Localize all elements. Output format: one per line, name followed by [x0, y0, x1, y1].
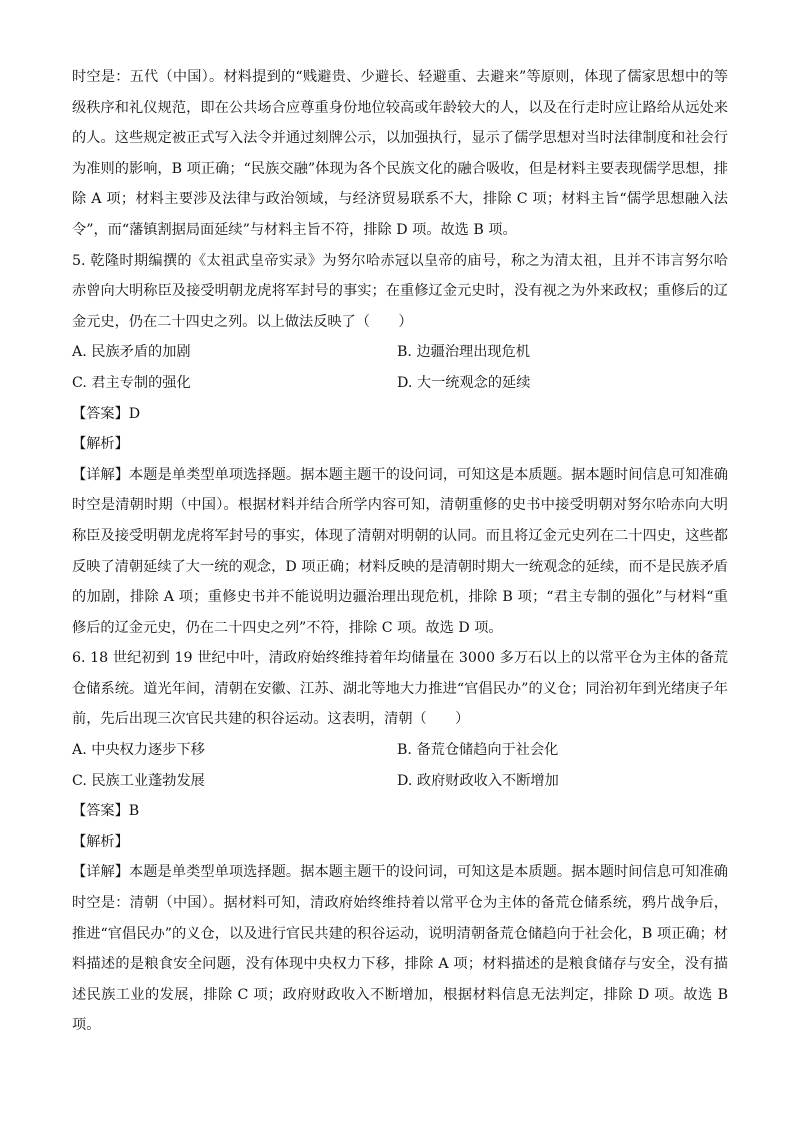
q4-analysis-tail: 时空是：五代（中国）。材料提到的“贱避贵、少避长、轻避重、去避来”等原则，体现了儒家思想中的等级秩序和礼仪规范，即在公共场合应尊重身份地位较高或年龄较大的人，以及在行走时应让路给从远处来的人。这些规定被正式写入法令并通过刻牌公示，以加强执行，显示了儒学思想对当时法律制度和社会行为准则的影响，B 项正确；“民族交融”体现为各个民族文化的融合吸收，但是材料主要表现儒学思想，排除 A 项；材料主要涉及法律与政治领域，与经济贸易联系不大，排除 C 项；材料主旨“儒学思想融入法令”，而“藩镇割据局面延续”与材料主旨不符，排除 D 项。故选 B 项。	[72, 69, 728, 238]
q6-option-d: D. 政府财政收入不断增加	[397, 772, 559, 789]
q6-option-b: B. 备荒仓储趋向于社会化	[397, 742, 559, 759]
q6-explanation: 【详解】本题是单类型单项选择题。据本题主题干的设问词，可知这是本质题。据本题时间信息可知准确时空是：清朝（中国）。据材料可知，清政府始终维持着以常平仓为主体的备荒仓储系统，鸦片战争后，推进“官倡民办”的义仓，以及进行官民共建的积谷运动，说明清朝备荒仓储趋向于社会化，B 项正确；材料描述的是粮食安全问题，没有体现中央权力下移，排除 A 项；材料描述的是粮食储存与安全，没有描述民族工业的发展，排除 C 项；政府财政收入不断增加，根据材料信息无法判定，排除 D 项。故选 B 项。	[72, 864, 728, 1034]
q5-explanation: 【详解】本题是单类型单项选择题。据本题主题干的设问词，可知这是本质题。据本题时间信息可知准确时空是清朝时期（中国）。根据材料并结合所学内容可知，清朝重修的史书中接受明朝对努尔哈赤向大明称臣及接受明朝龙虎将军封号的事实，体现了清朝对明朝的认同。而且将辽金元史列在二十四史，这些都反映了清朝延续了大一统的观念，D 项正确；材料反映的是清朝时期大一统观念的延续，而不是民族矛盾的加剧，排除 A 项；重修史书并不能说明边疆治理出现危机，排除 B 项；“君主专制的强化”与材料“重修后的辽金元史，仍在二十四史之列”不符，排除 C 项。故选 D 项。	[72, 466, 728, 636]
q5-options	[72, 337, 728, 398]
q5-option-b: B. 边疆治理出现危机	[397, 344, 530, 361]
q6-options	[72, 735, 728, 796]
q5-answer: 【答案】D	[72, 405, 141, 422]
q6-answer: 【答案】B	[72, 803, 140, 820]
q5-analysis-heading: 【解析】	[72, 436, 129, 453]
q6-stem: 6. 18 世纪初到 19 世纪中叶，清政府始终维持着年均储量在 3000 多万石以上的以常平仓为主体的备荒仓储系统。道光年间，清朝在安徽、江苏、湖北等地大力推进“官倡民办”的义仓；同治初年到光绪庚子年前，先后出现三次官民共建的积谷运动。这表明，清朝（ ）	[72, 650, 728, 728]
q5-option-c: C. 君主专制的强化	[72, 374, 191, 391]
q5-option-a: A. 民族矛盾的加剧	[72, 344, 191, 361]
q6-analysis-heading: 【解析】	[72, 833, 129, 850]
q6-option-a: A. 中央权力逐步下移	[72, 742, 205, 759]
q5-stem: 5. 乾隆时期编撰的《太祖武皇帝实录》为努尔哈赤冠以皇帝的庙号，称之为清太祖，且并不讳言努尔哈赤曾向大明称臣及接受明朝龙虎将军封号的事实；在重修辽金元史时，没有视之为外来政权；重修后的辽金元史，仍在二十四史之列。以上做法反映了（ ）	[72, 252, 728, 330]
q6-option-c: C. 民族工业蓬勃发展	[72, 772, 205, 789]
q5-option-d: D. 大一统观念的延续	[397, 374, 531, 391]
